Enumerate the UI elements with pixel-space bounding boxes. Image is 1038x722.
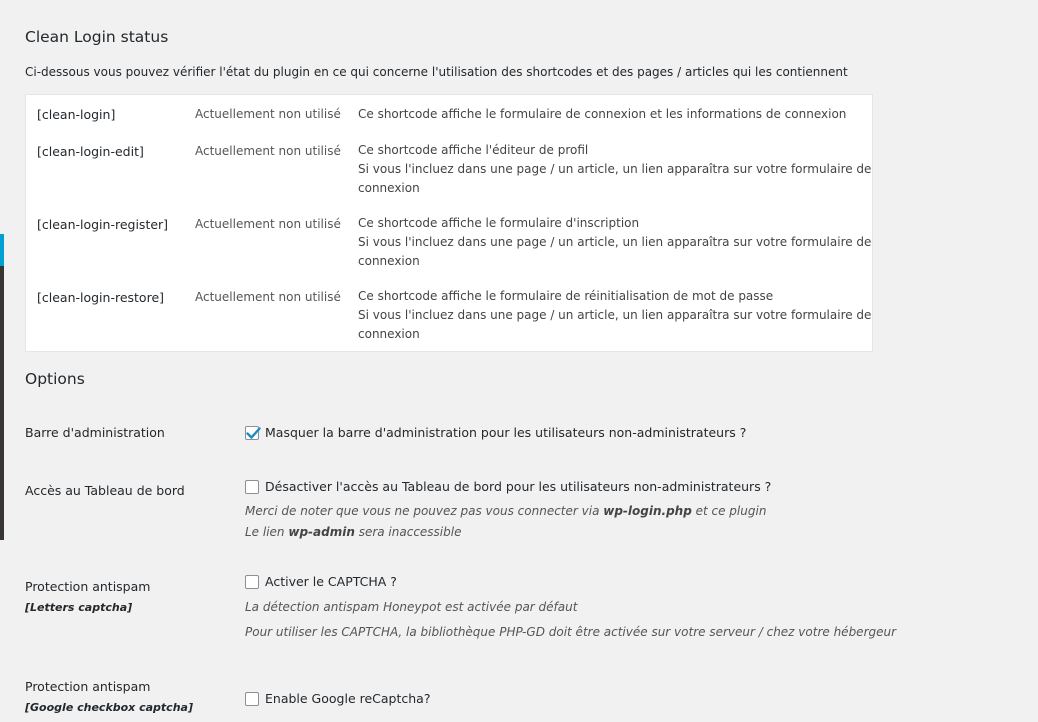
- enable-recaptcha-option[interactable]: [245, 691, 430, 706]
- shortcode-description: [358, 105, 858, 124]
- status-title: Clean Login status: [25, 28, 169, 46]
- dashboard-access-label: Accès au Tableau de bord: [25, 483, 185, 498]
- enable-recaptcha-label: Enable Google reCaptcha?: [265, 691, 431, 706]
- hide-admin-bar-label: Masquer la barre d'administration pour les utilisateurs non-administrateurs ?: [265, 425, 747, 440]
- description-line: connexion: [358, 254, 420, 268]
- disable-dashboard-label: Désactiver l'accès au Tableau de bord pour les utilisateurs non-administrateurs ?: [265, 479, 772, 494]
- shortcode-name: [clean-login]: [37, 107, 116, 122]
- description-line: Ce shortcode affiche le formulaire de connexion et les informations de connexion: [358, 107, 847, 121]
- shortcode-name: [clean-login-restore]: [37, 290, 165, 305]
- shortcode-name: [clean-login-edit]: [37, 144, 144, 159]
- shortcode-status: Actuellement non utilisé: [195, 290, 341, 304]
- description-line: Si vous l'incluez dans une page / un article, un lien apparaîtra sur votre formulaire de: [358, 235, 872, 249]
- left-edge-dark-panel: [0, 240, 4, 540]
- description-line: Si vous l'incluez dans une page / un article, un lien apparaîtra sur votre formulaire de: [358, 308, 872, 322]
- antispam-sublabel: [Letters captcha]: [25, 601, 133, 614]
- shortcode-status: Actuellement non utilisé: [195, 217, 341, 231]
- description-line: connexion: [358, 181, 420, 195]
- description-line: Ce shortcode affiche l'éditeur de profil: [358, 143, 589, 157]
- antispam-label: Protection antispam: [25, 579, 151, 594]
- shortcode-name: [clean-login-register]: [37, 217, 169, 232]
- shortcode-status: Actuellement non utilisé: [195, 144, 341, 158]
- checkmark-icon: [244, 424, 262, 442]
- left-edge-accent: [0, 234, 4, 266]
- shortcode-description: [358, 287, 872, 344]
- antispam-google-sublabel: [Google checkbox captcha]: [25, 701, 193, 714]
- description-line: Ce shortcode affiche le formulaire de réinitialisation de mot de passe: [358, 289, 774, 303]
- enable-recaptcha-checkbox[interactable]: [245, 692, 259, 706]
- description-line: Si vous l'incluez dans une page / un article, un lien apparaîtra sur votre formulaire de: [358, 162, 872, 176]
- hide-admin-bar-checkbox[interactable]: [245, 426, 259, 440]
- options-title: Options: [25, 370, 85, 388]
- captcha-note-1: La détection antispam Honeypot est activée par défaut: [245, 600, 578, 614]
- shortcode-description: [358, 214, 872, 271]
- enable-captcha-checkbox[interactable]: [245, 575, 259, 589]
- captcha-note-2: Pour utiliser les CAPTCHA, la bibliothèque PHP-GD doit être activée sur votre serveur / chez votre hébergeur: [245, 625, 897, 639]
- shortcode-description: [358, 141, 872, 198]
- disable-dashboard-checkbox[interactable]: [245, 480, 259, 494]
- shortcode-status: Actuellement non utilisé: [195, 107, 341, 121]
- antispam-google-label: Protection antispam: [25, 679, 151, 694]
- disable-dashboard-option[interactable]: [245, 479, 771, 494]
- enable-captcha-option[interactable]: [245, 574, 397, 589]
- shortcode-status-table: [25, 94, 873, 352]
- dashboard-note-1: Merci de noter que vous ne pouvez pas vous connecter via wp-login.php et ce plugin: [245, 504, 767, 518]
- enable-captcha-label: Activer le CAPTCHA ?: [265, 574, 397, 589]
- admin-bar-label: Barre d'administration: [25, 425, 165, 440]
- description-line: Ce shortcode affiche le formulaire d'inscription: [358, 216, 640, 230]
- description-line: connexion: [358, 327, 420, 341]
- status-description: Ci-dessous vous pouvez vérifier l'état du plugin en ce qui concerne l'utilisation des shortcodes et des pages / articles qui les contiennent: [25, 65, 848, 79]
- hide-admin-bar-option[interactable]: [245, 425, 746, 440]
- dashboard-note-2: Le lien wp-admin sera inaccessible: [245, 525, 462, 539]
